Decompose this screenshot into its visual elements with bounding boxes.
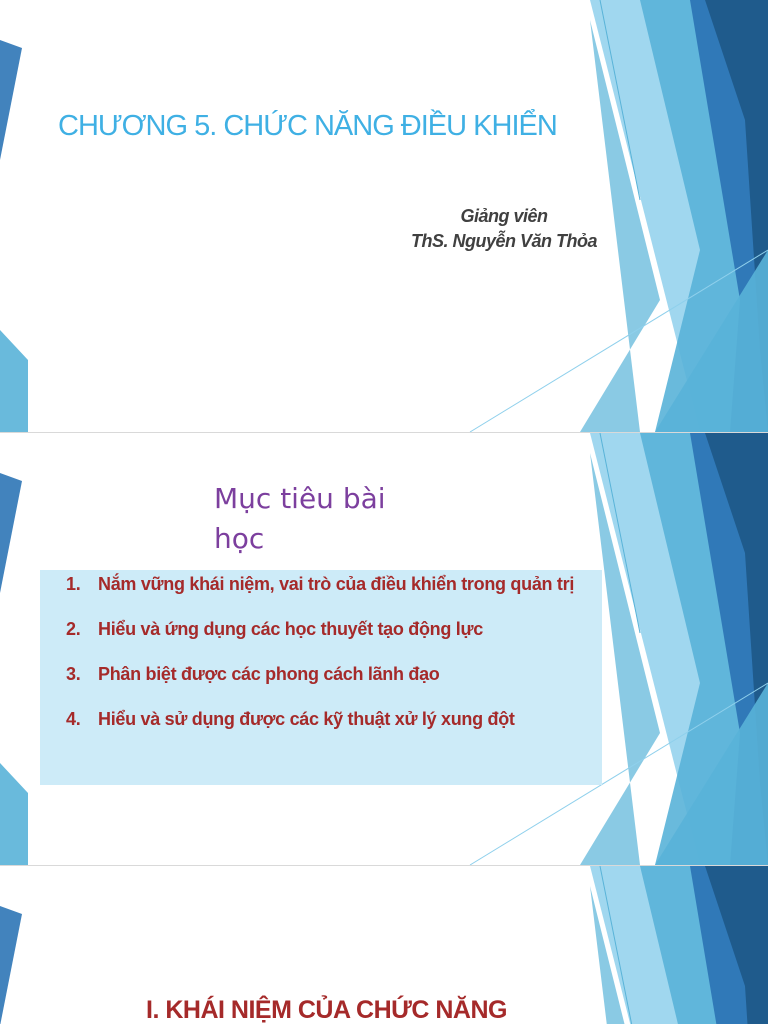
left-arrow-shape — [0, 40, 22, 160]
left-arrow-shape — [0, 906, 22, 1024]
slide-section-one — [0, 866, 768, 1024]
slide-title — [0, 0, 768, 432]
objective-text: Phân biệt được các phong cách lãnh đạo — [98, 664, 440, 684]
chapter-title: CHƯƠNG 5. CHỨC NĂNG ĐIỀU KHIỂN — [58, 110, 557, 142]
objective-item — [40, 572, 588, 596]
left-accent-shape — [0, 330, 28, 432]
objective-number: 2. — [66, 619, 81, 639]
objectives-list — [40, 572, 588, 731]
objective-text: Nắm vững khái niệm, vai trò của điều khiển trong quản trị — [98, 574, 575, 594]
left-arrow-shape — [0, 473, 22, 593]
lecturer-block — [384, 204, 624, 254]
objective-item — [40, 707, 588, 731]
objectives-heading: Mục tiêu bài học — [214, 482, 386, 555]
objective-text: Hiểu và ứng dụng các học thuyết tạo động lực — [98, 619, 483, 639]
left-accent-shape — [0, 763, 28, 865]
slide-objectives — [0, 433, 768, 865]
objective-number: 3. — [66, 664, 81, 684]
section-heading: I. KHÁI NIỆM CỦA CHỨC NĂNG — [146, 996, 507, 1024]
lecturer-role: Giảng viên — [460, 206, 548, 226]
objective-number: 1. — [66, 574, 81, 594]
lecturer-name: ThS. Nguyễn Văn Thỏa — [410, 231, 597, 251]
objective-text: Hiểu và sử dụng được các kỹ thuật xử lý xung đột — [98, 709, 515, 729]
objective-item — [40, 662, 588, 686]
objective-number: 4. — [66, 709, 81, 729]
objective-item — [40, 617, 588, 641]
objectives-box — [40, 570, 602, 785]
